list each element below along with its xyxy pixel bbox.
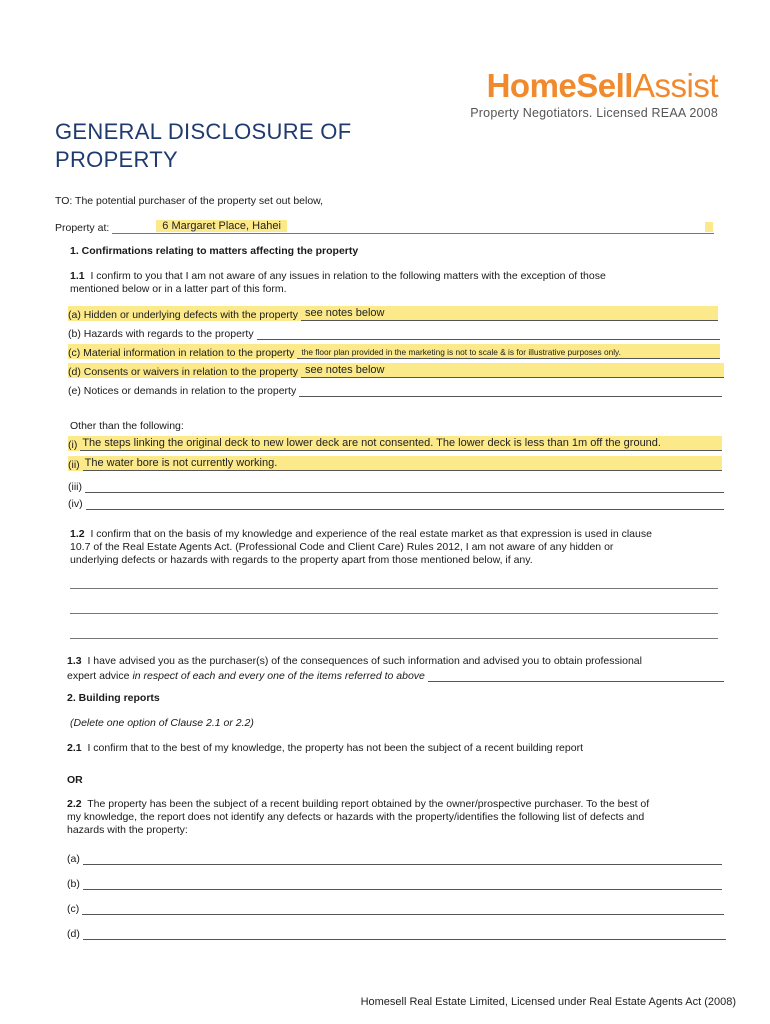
clause-1-3-text-a: I have advised you as the purchaser(s) of the consequences of such information and advised you to obtain professional <box>87 655 642 667</box>
report-item-b-label: (b) <box>67 878 80 890</box>
clause-1-3-line[interactable] <box>67 667 724 682</box>
clause-1-2-text-a: I confirm that on the basis of my knowledge and experience of the real estate market as that expression is used in clause <box>90 528 652 540</box>
section-2-note: (Delete one option of Clause 2.1 or 2.2) <box>70 717 254 729</box>
item-c-value: the floor plan provided in the marketing is not to scale & is for illustrative purposes only. <box>301 347 621 357</box>
company-logo <box>470 68 718 120</box>
clause-1-2-blank-line-3[interactable] <box>70 637 718 639</box>
clause-2-2-number: 2.2 <box>67 798 82 810</box>
clause-2-2-text-b: my knowledge, the report does not identify any defects or hazards with the property/identifies the following list of defects and <box>67 811 645 823</box>
other-iii-row[interactable] <box>68 478 724 493</box>
logo-tagline: Property Negotiators. Licensed REAA 2008 <box>470 106 718 120</box>
item-c-row[interactable] <box>68 344 720 359</box>
clause-1-2-blank-line-2[interactable] <box>70 612 718 614</box>
other-i-value: The steps linking the original deck to new lower deck are not consented. The lower deck is less than 1m off the ground. <box>82 437 661 449</box>
item-a-row[interactable] <box>68 306 718 321</box>
logo-part-homesell: HomeSell <box>486 67 633 104</box>
to-line: TO: The potential purchaser of the property set out below, <box>55 195 324 207</box>
item-d-label: (d) Consents or waivers in relation to the property <box>68 366 298 378</box>
clause-2-2-text-c: hazards with the property: <box>67 824 188 836</box>
other-iv-label: (iv) <box>68 498 83 510</box>
title-line-1: GENERAL DISCLOSURE OF <box>55 119 352 144</box>
section-1-heading: 1. Confirmations relating to matters affecting the property <box>70 245 359 257</box>
highlight-mark <box>705 222 713 232</box>
other-i-label: (i) <box>68 439 78 451</box>
property-label: Property at: <box>55 222 110 234</box>
report-item-a-label: (a) <box>67 853 80 865</box>
report-item-a-row[interactable] <box>67 850 722 865</box>
page-footer: Homesell Real Estate Limited, Licensed under Real Estate Agents Act (2008) <box>360 996 736 1008</box>
property-field[interactable] <box>55 219 714 234</box>
other-ii-label: (ii) <box>68 459 80 471</box>
report-item-c-label: (c) <box>67 903 80 915</box>
clause-1-1-text-b: mentioned below or in a latter part of this form. <box>70 283 287 295</box>
clause-1-1 <box>70 270 730 296</box>
item-a-label: (a) Hidden or underlying defects with the property <box>68 309 298 321</box>
clause-2-1 <box>67 742 583 755</box>
property-value: 6 Margaret Place, Hahei <box>156 220 287 232</box>
other-ii-row[interactable] <box>68 456 722 471</box>
item-c-label: (c) Material information in relation to the property <box>68 347 295 359</box>
clause-2-2 <box>67 798 737 837</box>
clause-1-2 <box>70 528 730 567</box>
logo-part-assist: Assist <box>632 67 718 104</box>
clause-1-2-number: 1.2 <box>70 528 85 540</box>
clause-1-2-text-c: underlying defects or hazards with regards to the property apart from those mentioned below, if any. <box>70 554 533 566</box>
item-a-value: see notes below <box>304 307 385 319</box>
report-item-b-row[interactable] <box>67 875 722 890</box>
logo-wordmark <box>470 68 718 104</box>
report-item-d-row[interactable] <box>67 925 726 940</box>
item-d-row[interactable] <box>68 363 724 378</box>
item-d-value: see notes below <box>304 364 385 376</box>
clause-2-1-number: 2.1 <box>67 742 82 754</box>
item-e-row[interactable] <box>68 382 722 397</box>
clause-1-2-blank-line-1[interactable] <box>70 587 718 589</box>
clause-1-3-number: 1.3 <box>67 655 82 667</box>
document-title <box>55 118 351 174</box>
title-line-2: PROPERTY <box>55 147 179 172</box>
other-ii-value: The water bore is not currently working. <box>84 457 278 469</box>
clause-1-3-text-italic: in respect of each and every one of the items referred to above <box>132 670 425 682</box>
item-b-row[interactable] <box>68 325 720 340</box>
or-separator: OR <box>67 774 83 786</box>
report-item-c-row[interactable] <box>67 900 724 915</box>
section-2-heading: 2. Building reports <box>67 692 160 704</box>
clause-1-3-text-b: expert advice <box>67 670 130 682</box>
report-item-d-label: (d) <box>67 928 80 940</box>
clause-2-2-text-a: The property has been the subject of a recent building report obtained by the owner/prospective purchaser. To the best of <box>87 798 650 810</box>
other-iii-label: (iii) <box>68 481 82 493</box>
clause-1-1-text-a: I confirm to you that I am not aware of any issues in relation to the following matters with the exception of those <box>90 270 606 282</box>
clause-1-1-number: 1.1 <box>70 270 85 282</box>
item-b-label: (b) Hazards with regards to the property <box>68 328 254 340</box>
other-than-label: Other than the following: <box>70 420 184 432</box>
clause-1-2-text-b: 10.7 of the Real Estate Agents Act. (Professional Code and Client Care) Rules 2012, I am not aware of any hidden or <box>70 541 614 553</box>
clause-2-1-text: I confirm that to the best of my knowledge, the property has not been the subject of a recent building report <box>87 742 583 754</box>
other-iv-row[interactable] <box>68 495 724 510</box>
item-e-label: (e) Notices or demands in relation to the property <box>68 385 297 397</box>
other-i-row[interactable] <box>68 436 722 451</box>
